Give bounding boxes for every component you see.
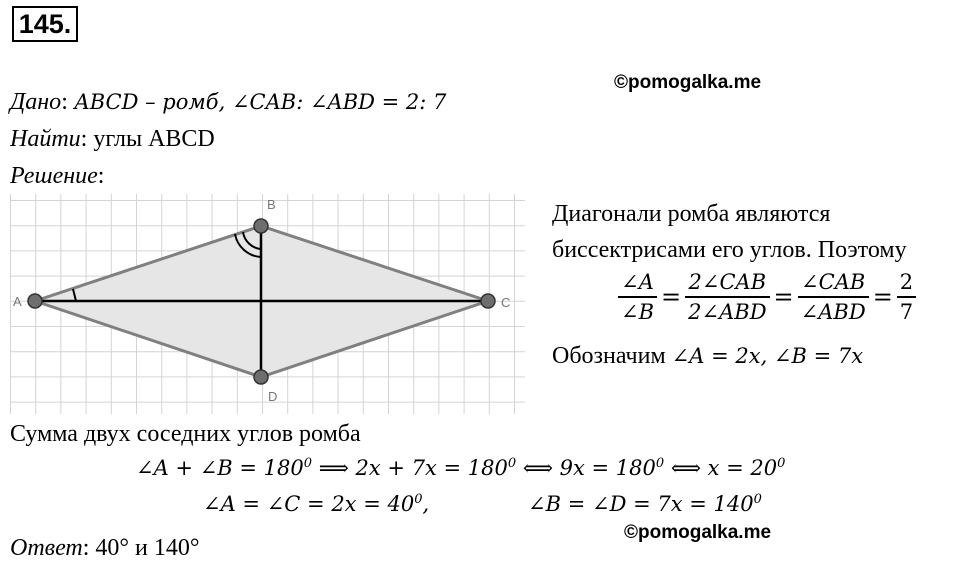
find-label: Найти bbox=[10, 126, 81, 152]
given-sep: : bbox=[61, 89, 68, 115]
frac2-num: 2∠CAB bbox=[685, 270, 769, 298]
frac4-num: 2 bbox=[897, 270, 916, 298]
fraction-half bbox=[798, 270, 869, 324]
given-label: Дано bbox=[10, 89, 62, 115]
equals-3: = bbox=[872, 283, 893, 311]
solution-line bbox=[10, 162, 104, 190]
find-text: углы ABCD bbox=[87, 126, 215, 152]
eq1-deg-a: 0 bbox=[303, 456, 313, 471]
eq2-part-c: ∠B = ∠D = 7x = 140 bbox=[528, 492, 754, 516]
point-c bbox=[481, 294, 495, 308]
frac4-den: 7 bbox=[899, 300, 914, 324]
eq1-part-b: ⟹ 2x + 7x = 180 bbox=[312, 456, 508, 480]
answer-line bbox=[10, 534, 199, 562]
eq1-part-a: ∠A + ∠B = 180 bbox=[136, 456, 304, 480]
equals-2: = bbox=[773, 283, 794, 311]
label-a: A bbox=[13, 294, 22, 309]
eq2-part-a: ∠A = ∠C = 2x = 40 bbox=[203, 492, 415, 516]
fraction-angles bbox=[618, 270, 657, 324]
watermark-top: ©pomogalka.me bbox=[614, 72, 762, 93]
eq1-deg-d: 0 bbox=[777, 456, 786, 471]
rhombus-diagram bbox=[10, 194, 525, 414]
explanation-line-3 bbox=[552, 342, 863, 370]
frac2-den: 2∠ABD bbox=[688, 300, 767, 324]
fraction-double bbox=[685, 270, 769, 324]
given-text: ABCD – ромб, ∠CAB: ∠ABD = 2: 7 bbox=[67, 90, 447, 114]
fraction-ratio bbox=[897, 270, 916, 324]
problem-number: 145. bbox=[12, 6, 78, 42]
eq1-deg-b: 0 bbox=[507, 456, 517, 471]
frac3-den: ∠ABD bbox=[800, 300, 866, 324]
sum-text: Сумма двух соседних углов ромба bbox=[10, 421, 361, 447]
watermark-bottom: ©pomogalka.me bbox=[624, 522, 772, 543]
designation-text: Обозначим bbox=[552, 343, 672, 369]
equals-1: = bbox=[661, 283, 682, 311]
given-line bbox=[10, 88, 446, 116]
solution-label: Решение bbox=[10, 163, 98, 189]
eq2-part-b: , bbox=[422, 492, 430, 516]
eq1-part-d: ⟺ x = 20 bbox=[664, 456, 778, 480]
eq1-deg-c: 0 bbox=[655, 456, 665, 471]
equation-line-2b bbox=[528, 492, 762, 516]
frac3-num: ∠CAB bbox=[798, 270, 869, 298]
fraction-chain bbox=[618, 270, 916, 324]
label-d: D bbox=[268, 389, 278, 404]
designation-math: ∠A = 2x, ∠B = 7x bbox=[671, 344, 864, 368]
find-sep: : bbox=[80, 126, 88, 152]
point-d bbox=[254, 370, 268, 384]
label-b: B bbox=[267, 197, 276, 212]
frac1-num: ∠A bbox=[618, 270, 657, 298]
solution-sep: : bbox=[97, 163, 105, 189]
frac1-den: ∠B bbox=[621, 300, 655, 324]
equation-line-1 bbox=[136, 456, 785, 480]
eq2-deg-a: 0 bbox=[414, 492, 423, 507]
point-b bbox=[254, 219, 268, 233]
eq1-part-c: ⟺ 9x = 180 bbox=[516, 456, 656, 480]
explanation-line-1: Диагонали ромба являются bbox=[552, 201, 831, 227]
explanation-line-2: биссектрисами его углов. Поэтому bbox=[552, 237, 907, 263]
answer-label: Ответ bbox=[10, 535, 83, 561]
find-line bbox=[10, 125, 215, 153]
point-a bbox=[28, 294, 42, 308]
eq2-deg-c: 0 bbox=[753, 492, 762, 507]
equation-line-2 bbox=[203, 492, 429, 516]
answer-sep: : bbox=[82, 535, 90, 561]
answer-text: 40° и 140° bbox=[89, 535, 200, 561]
label-c: C bbox=[501, 295, 511, 310]
